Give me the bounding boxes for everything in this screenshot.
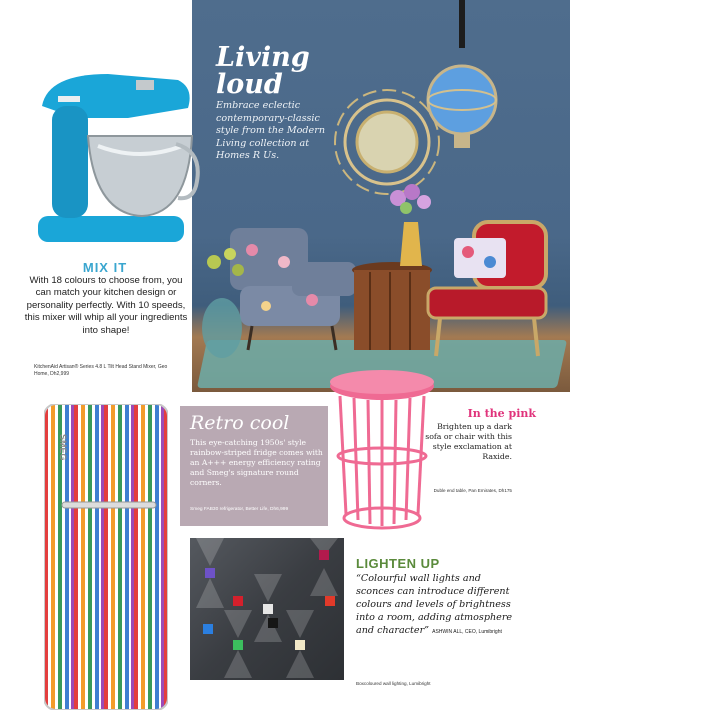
lighten-up-quote-text: “Colourful wall lights and sconces can introduce different colours and levels of brightness into a room, adding atmosphere and character” bbox=[356, 573, 513, 636]
red-armchair-image bbox=[428, 222, 546, 356]
stand-mixer-image bbox=[18, 66, 204, 246]
floral-armchair-image bbox=[230, 228, 356, 350]
flower-vase-image bbox=[390, 184, 431, 266]
fridge-brand-logo: SMEG bbox=[58, 434, 68, 461]
mix-it-heading: MIX IT bbox=[82, 260, 128, 275]
in-the-pink-heading: In the pink bbox=[467, 407, 536, 420]
mix-it-credit: KitchenAid Artisan® Series 4.8 L Tilt Head Stand Mixer, Geo Home, Dh2,999 bbox=[34, 364, 168, 377]
wood-side-table-image bbox=[352, 262, 432, 350]
living-loud-description: Embrace eclectic contemporary-classic style from the Modern Living collection at Homes R Us. bbox=[216, 100, 325, 161]
lighten-up-heading: LIGHTEN UP bbox=[356, 556, 440, 571]
retro-cool-heading: Retro cool bbox=[190, 412, 290, 434]
living-loud-heading: Living loud bbox=[216, 42, 310, 100]
plant-vase-image bbox=[202, 248, 244, 358]
wall-lights-photo bbox=[190, 538, 344, 680]
retro-cool-body: This eye-catching 1950s' style rainbow-striped fridge comes with an A+++ energy efficiency rating and Smeg's signature round corners. bbox=[190, 438, 323, 487]
retro-cool-credit: Smeg FAB30 refrigerator, Better Life, Dh6,999 bbox=[190, 507, 289, 512]
lantern-image bbox=[428, 0, 496, 148]
striped-fridge-image bbox=[44, 404, 168, 710]
lighten-up-attribution: ASHWIN ALL, CEO, Lumibright bbox=[432, 629, 502, 635]
in-the-pink-body: Brighten up a dark sofa or chair with this style exclamation at Raxide. bbox=[425, 422, 512, 461]
sunburst-mirror-image bbox=[335, 90, 439, 194]
lighten-up-credit: Boxcoloured wall lighting, Lumibright bbox=[356, 681, 431, 686]
mix-it-body: With 18 colours to choose from, you can match your kitchen design or personality perfectly. With 10 speeds, this mixer will whip all your ingredients into shape! bbox=[24, 275, 188, 336]
lighten-up-quote bbox=[356, 572, 522, 639]
wall-lights-illustration bbox=[190, 538, 344, 680]
in-the-pink-credit: Duble end table, Pan Emirates, Dh175 bbox=[433, 488, 512, 493]
